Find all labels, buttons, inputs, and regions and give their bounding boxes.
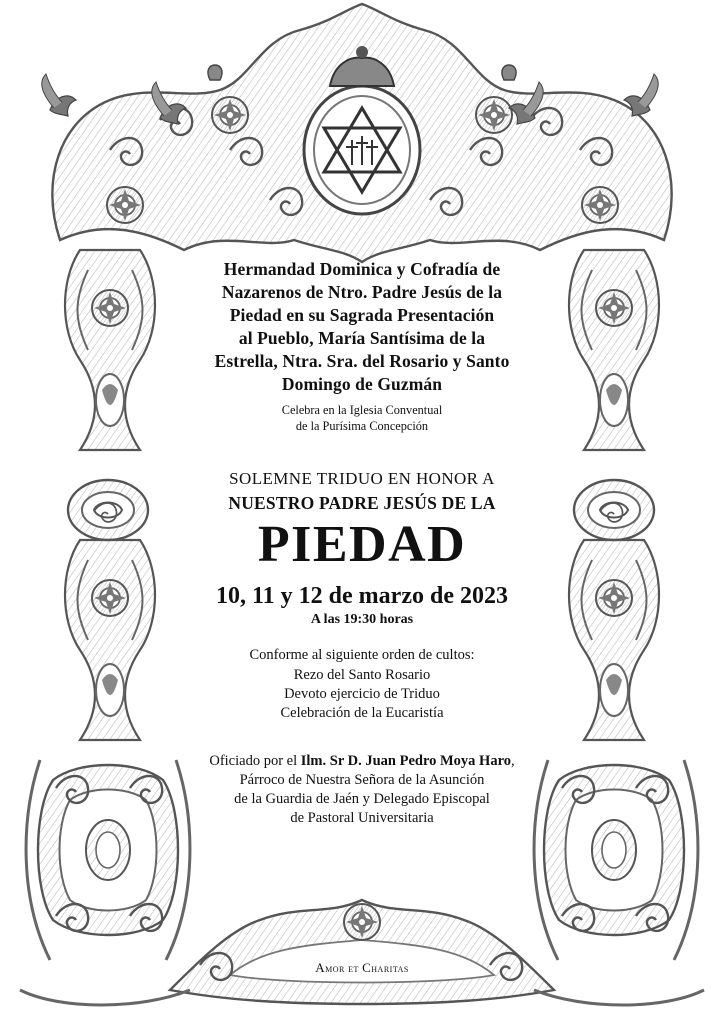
event-time: A las 19:30 horas bbox=[310, 612, 414, 627]
officiant-suffix: , bbox=[511, 753, 515, 769]
venue-line: de la Purísima Concepción bbox=[295, 419, 429, 433]
motto-part: haritas bbox=[371, 963, 409, 975]
brotherhood-name-line: Estrella, Ntra. Sra. del Rosario y Santo bbox=[214, 351, 510, 371]
motto bbox=[0, 960, 724, 976]
brotherhood-name-line: Hermandad Dominica y Cofradía de bbox=[223, 259, 501, 279]
officiant-role-line: de la Guardia de Jaén y Delegado Episcopal bbox=[234, 791, 490, 807]
event-title: PIEDAD bbox=[257, 516, 467, 573]
officiant-prefix: Oficiado por el bbox=[209, 753, 301, 769]
motto-initial: A bbox=[315, 960, 326, 975]
worship-item: Celebración de la Eucaristía bbox=[280, 705, 444, 721]
event-dates: 10, 11 y 12 de marzo de 2023 bbox=[216, 583, 508, 609]
officiant-role-line: Párroco de Nuestra Señora de la Asunción bbox=[239, 772, 485, 788]
brotherhood-name-line: Piedad en su Sagrada Presentación bbox=[229, 305, 495, 325]
worship-item: Rezo del Santo Rosario bbox=[293, 667, 431, 683]
venue-line: Celebra en la Iglesia Conventual bbox=[281, 403, 443, 417]
motto-part: mor bbox=[325, 963, 345, 975]
brotherhood-name-line: al Pueblo, María Santísima de la bbox=[238, 328, 486, 348]
officiant-role-line: de Pastoral Universitaria bbox=[290, 810, 434, 826]
motto-initial: C bbox=[362, 960, 372, 975]
officiant-name: Ilm. Sr D. Juan Pedro Moya Haro bbox=[300, 753, 512, 769]
crest-ornament bbox=[42, 4, 672, 262]
officiant-line bbox=[0, 752, 724, 772]
event-subtitle-line1: SOLEMNE TRIDUO EN HONOR A bbox=[229, 469, 495, 488]
worship-heading: Conforme al siguiente orden de cultos: bbox=[249, 647, 475, 663]
event-subtitle-line2: NUESTRO PADRE JESÚS DE LA bbox=[228, 493, 496, 513]
motto-part: et bbox=[348, 963, 359, 975]
worship-item: Devoto ejercicio de Triduo bbox=[284, 686, 440, 702]
brotherhood-name-line: Nazarenos de Ntro. Padre Jesús de la bbox=[221, 282, 503, 302]
brotherhood-name-line: Domingo de Guzmán bbox=[281, 374, 443, 394]
